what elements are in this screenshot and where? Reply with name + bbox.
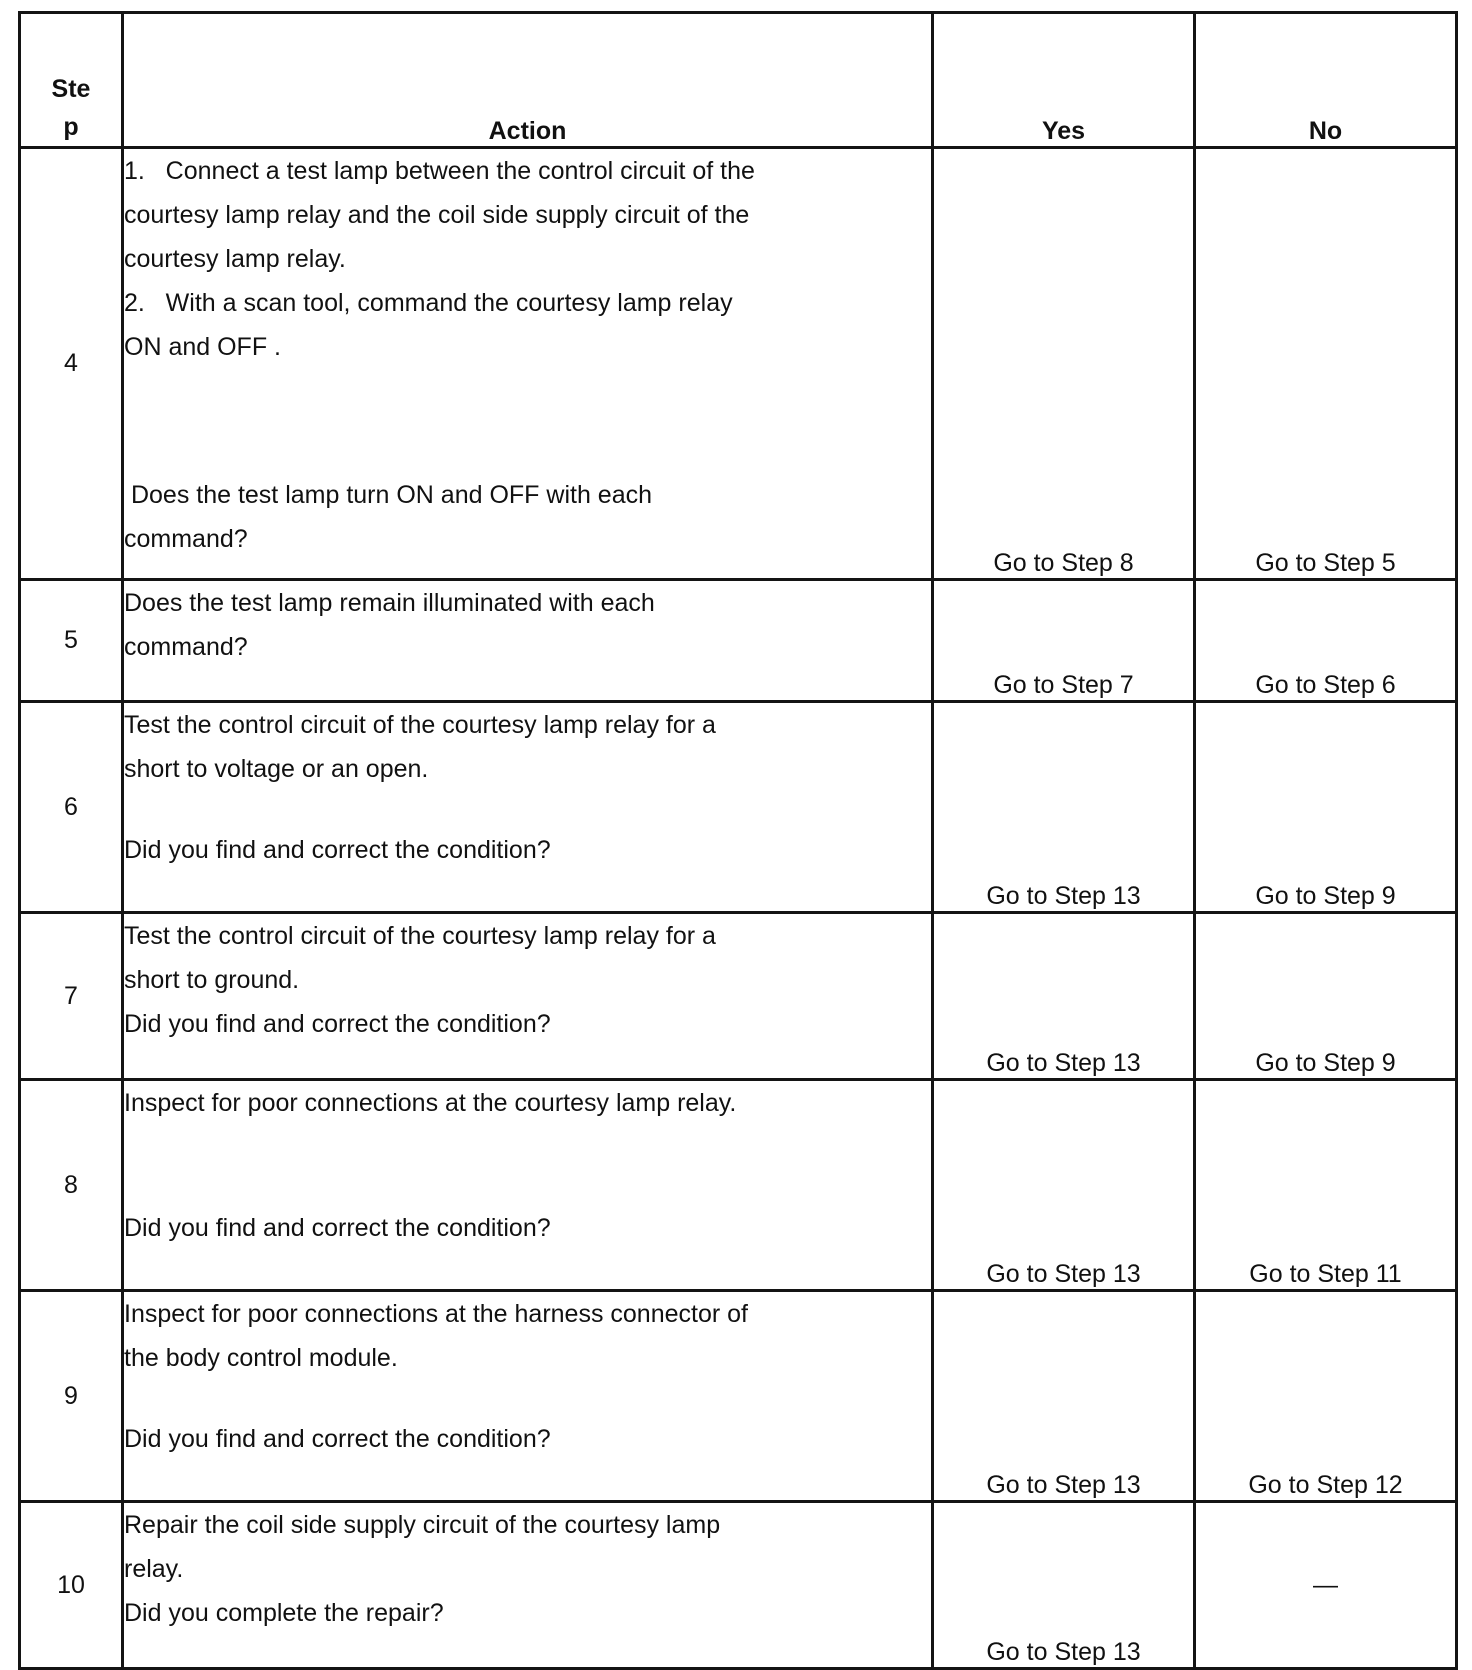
action-cell xyxy=(123,580,933,702)
yes-result: Go to Step 7 xyxy=(933,580,1195,702)
header-no: No xyxy=(1195,13,1457,148)
action-line: relay. xyxy=(124,1555,184,1583)
diagnostic-table xyxy=(18,11,1458,1670)
action-line: Does the test lamp remain illuminated with each xyxy=(124,589,655,617)
no-result: Go to Step 12 xyxy=(1195,1291,1457,1502)
action-cell xyxy=(123,1502,933,1669)
step-number: 9 xyxy=(20,1291,123,1502)
table-row xyxy=(20,913,1457,1080)
action-question: Does the test lamp turn ON and OFF with each xyxy=(124,481,653,509)
action-line: Inspect for poor connections at the courtesy lamp relay. xyxy=(124,1089,737,1117)
spacer xyxy=(124,1125,931,1206)
spacer xyxy=(124,1380,931,1417)
spacer xyxy=(124,369,931,413)
action-line: courtesy lamp relay and the coil side supply circuit of the xyxy=(124,201,750,229)
table-row xyxy=(20,148,1457,580)
action-line: short to voltage or an open. xyxy=(124,755,429,783)
no-result: Go to Step 9 xyxy=(1195,702,1457,913)
action-cell xyxy=(123,1291,933,1502)
header-yes: Yes xyxy=(933,13,1195,148)
yes-result: Go to Step 13 xyxy=(933,913,1195,1080)
header-row xyxy=(20,13,1457,148)
step-number: 10 xyxy=(20,1502,123,1669)
action-line: ON and OFF . xyxy=(124,333,281,361)
action-question: Did you find and correct the condition? xyxy=(124,1425,551,1453)
action-line: short to ground. xyxy=(124,966,300,994)
table-row xyxy=(20,1502,1457,1669)
action-line: 2. With a scan tool, command the courtesy lamp relay xyxy=(124,289,733,317)
step-number: 7 xyxy=(20,913,123,1080)
action-cell xyxy=(123,702,933,913)
action-line: courtesy lamp relay. xyxy=(124,245,346,273)
table-row xyxy=(20,1080,1457,1291)
yes-result: Go to Step 13 xyxy=(933,1502,1195,1669)
spacer xyxy=(124,413,931,457)
yes-result: Go to Step 13 xyxy=(933,702,1195,913)
action-question: Did you find and correct the condition? xyxy=(124,1214,551,1242)
action-line: Inspect for poor connections at the harness connector of xyxy=(124,1300,748,1328)
action-question: Did you find and correct the condition? xyxy=(124,1010,551,1038)
action-question: Did you complete the repair? xyxy=(124,1599,444,1627)
spacer xyxy=(124,791,931,828)
action-line: Repair the coil side supply circuit of the courtesy lamp xyxy=(124,1511,721,1539)
step-number: 8 xyxy=(20,1080,123,1291)
action-line: Test the control circuit of the courtesy lamp relay for a xyxy=(124,922,716,950)
no-result: Go to Step 9 xyxy=(1195,913,1457,1080)
action-line: the body control module. xyxy=(124,1344,398,1372)
no-result: Go to Step 6 xyxy=(1195,580,1457,702)
action-cell xyxy=(123,913,933,1080)
header-action: Action xyxy=(123,13,933,148)
action-line: 1. Connect a test lamp between the control circuit of the xyxy=(124,157,755,185)
header-step: Step xyxy=(20,13,123,148)
no-result: Go to Step 11 xyxy=(1195,1080,1457,1291)
action-line: command? xyxy=(124,633,248,661)
step-number: 4 xyxy=(20,148,123,580)
action-cell xyxy=(123,148,933,580)
yes-result: Go to Step 13 xyxy=(933,1291,1195,1502)
step-number: 5 xyxy=(20,580,123,702)
yes-result: Go to Step 8 xyxy=(933,148,1195,580)
action-cell xyxy=(123,1080,933,1291)
no-result: — xyxy=(1195,1502,1457,1669)
no-result: Go to Step 5 xyxy=(1195,148,1457,580)
yes-result: Go to Step 13 xyxy=(933,1080,1195,1291)
table-row xyxy=(20,1291,1457,1502)
action-line: Test the control circuit of the courtesy lamp relay for a xyxy=(124,711,716,739)
table-row xyxy=(20,580,1457,702)
action-question: command? xyxy=(124,525,248,553)
table-row xyxy=(20,702,1457,913)
action-question: Did you find and correct the condition? xyxy=(124,836,551,864)
step-number: 6 xyxy=(20,702,123,913)
